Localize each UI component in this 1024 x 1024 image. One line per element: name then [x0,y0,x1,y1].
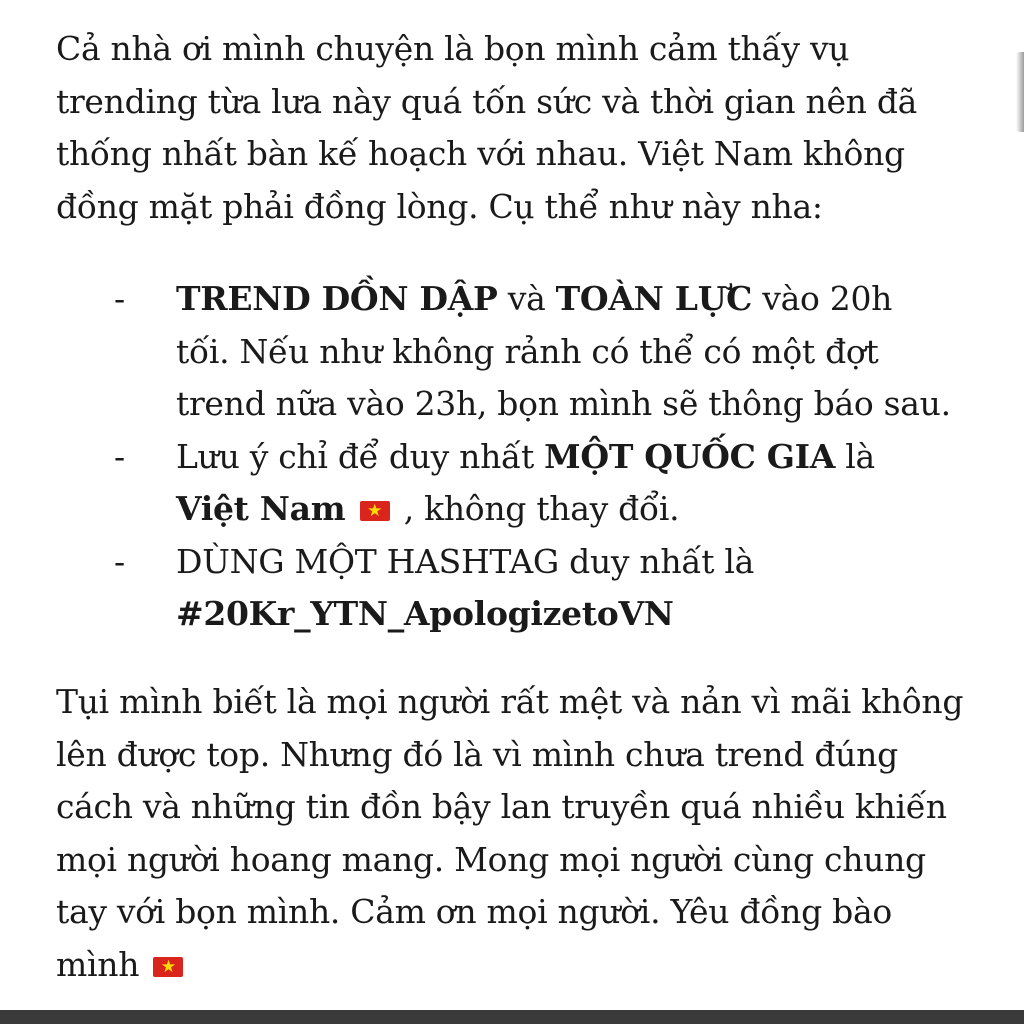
outro-paragraph [56,676,986,991]
outro-line: lên được top. Nhưng đó là vì mình chưa trend đúng [56,734,898,774]
intro-line: trending từa lưa này quá tốn sức và thời gian nên đã [56,81,918,121]
bullet-line [176,588,984,641]
outro-line: cách và những tin đồn bậy lan truyền quá nhiều khiến [56,787,947,826]
outro-line: mọi người hoang mang. Mong mọi người cùng chung [56,839,926,879]
bullet-dash: - [114,541,125,581]
outro-line: tay với bọn mình. Cảm ơn mọi người. Yêu đồng bào [56,892,892,931]
bullet-line [176,431,984,484]
outro-line [56,939,986,992]
text-span: Lưu ý chỉ để duy nhất [176,436,545,476]
bullet-dash: - [114,279,125,318]
bottom-bar [0,1010,1024,1024]
hashtag-text: #20Kr_YTN_ApologizetoVN [176,594,674,633]
bullet-item-hashtag [0,536,1024,641]
bullet-list [0,273,1024,641]
bold-text: TREND DỒN DẬP [176,279,498,318]
vietnam-flag-icon [153,957,183,977]
outro-line: Tụi mình biết là mọi người rất mệt và nản vì mãi không [56,682,964,721]
bullet-line: DÙNG MỘT HASHTAG duy nhất là [176,541,755,581]
text-span: và [497,279,556,318]
bullet-line: trend nữa vào 23h, bọn mình sẽ thông báo sau. [176,384,951,423]
bullet-item-trend-time [0,273,1024,431]
scroll-edge-shadow [1016,52,1024,132]
bullet-line [176,483,984,536]
intro-line: đồng mặt phải đồng lòng. Cụ thể như này nha: [56,186,823,226]
bullet-line [176,273,984,326]
intro-line: thống nhất bàn kế hoạch với nhau. Việt Nam không [56,134,905,173]
text-span: , không thay đổi. [393,489,680,528]
bold-text: MỘT QUỐC GIA [544,436,836,476]
bold-text: TOÀN LỰC [555,279,753,318]
bullet-item-country [0,431,1024,536]
intro-line: Cả nhà ơi mình chuyện là bọn mình cảm thấy vụ [56,29,850,68]
vietnam-flag-icon [360,501,390,521]
bold-text: Việt Nam [176,489,346,528]
text-span: vào 20h [752,279,893,318]
bullet-line: tối. Nếu như không rảnh có thể có một đợt [176,331,879,371]
intro-paragraph [56,23,986,233]
text-span: mình [56,944,140,984]
bullet-dash: - [114,436,125,476]
text-span: là [835,436,875,476]
